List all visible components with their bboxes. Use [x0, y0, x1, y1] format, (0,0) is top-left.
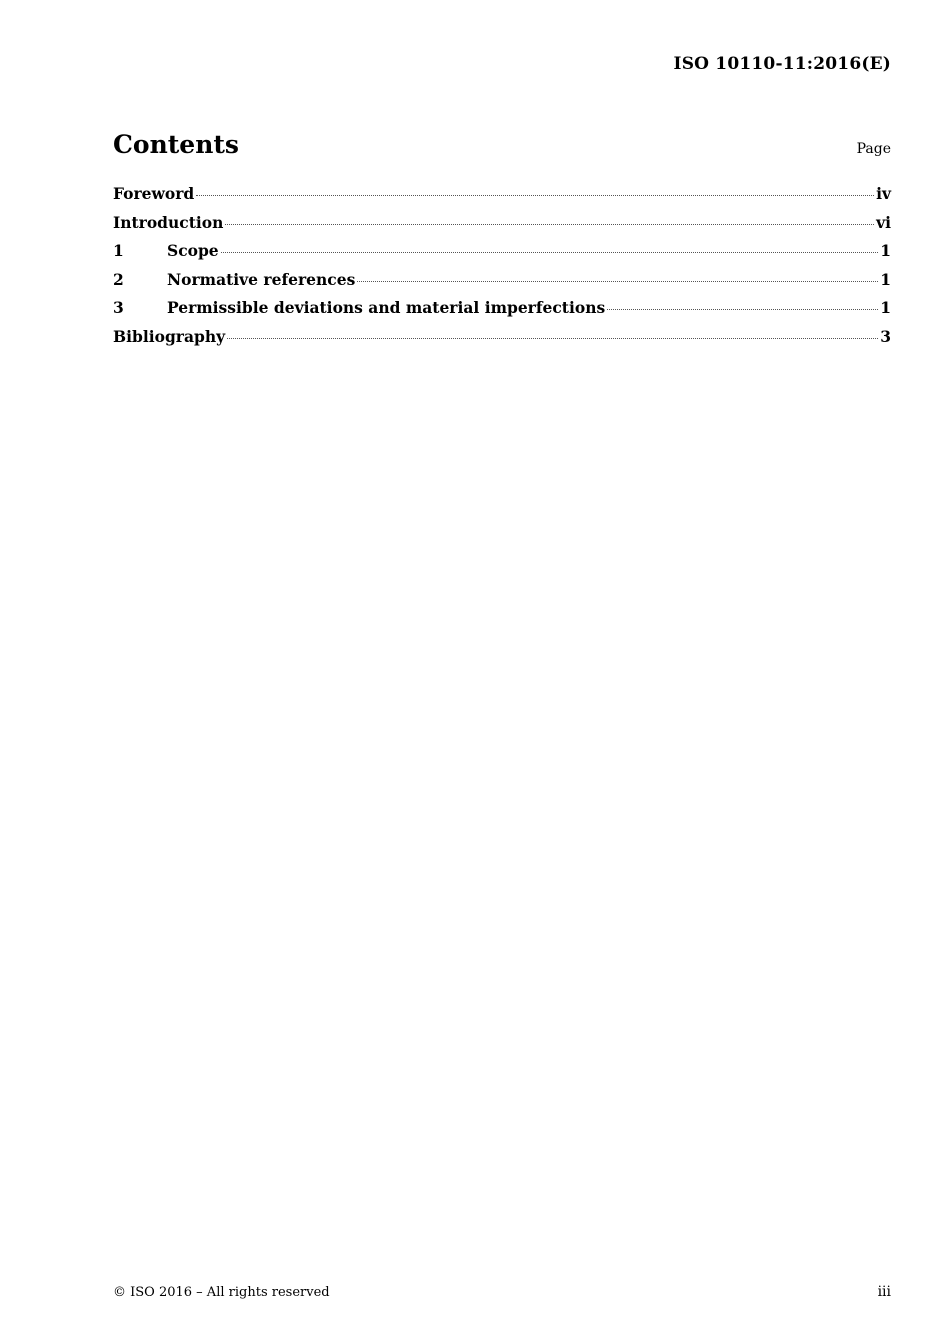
toc-entry-page: 1	[880, 269, 891, 289]
copyright-notice: © ISO 2016 – All rights reserved	[113, 1285, 330, 1300]
toc-entry-title: Normative references	[167, 269, 356, 289]
toc-entry-title: Scope	[167, 241, 219, 261]
table-of-contents	[113, 184, 891, 356]
toc-entry-page: 1	[880, 298, 891, 318]
toc-entry-page: 3	[880, 326, 891, 346]
toc-entry-title: Permissible deviations and material imperfections	[167, 298, 606, 318]
toc-entry-normative-references[interactable]	[113, 270, 891, 299]
toc-leader-dots	[225, 224, 874, 225]
toc-entry-page: vi	[876, 212, 891, 232]
contents-header	[113, 130, 891, 159]
toc-entry-number: 3	[113, 298, 124, 318]
toc-leader-dots	[221, 252, 879, 253]
toc-entry-title: Bibliography	[113, 326, 226, 346]
toc-entry-title: Introduction	[113, 212, 224, 232]
toc-entry-bibliography[interactable]	[113, 327, 891, 356]
toc-entry-number: 1	[113, 241, 124, 261]
document-id: ISO 10110-11:2016(E)	[673, 54, 891, 74]
page-column-label: Page	[856, 141, 891, 157]
toc-entry-introduction[interactable]	[113, 213, 891, 242]
toc-leader-dots	[357, 281, 878, 282]
page-footer	[113, 1284, 891, 1300]
page-number: iii	[877, 1284, 891, 1300]
toc-entry-permissible-deviations[interactable]	[113, 298, 891, 327]
toc-entry-page: 1	[880, 241, 891, 261]
toc-entry-title: Foreword	[113, 184, 195, 203]
toc-entry-page: iv	[876, 184, 891, 203]
toc-leader-dots	[196, 195, 874, 196]
toc-leader-dots	[607, 309, 878, 310]
toc-entry-scope[interactable]	[113, 241, 891, 270]
toc-entry-number: 2	[113, 269, 124, 289]
contents-title: Contents	[113, 130, 240, 159]
toc-leader-dots	[227, 338, 878, 339]
toc-entry-foreword[interactable]	[113, 184, 891, 213]
